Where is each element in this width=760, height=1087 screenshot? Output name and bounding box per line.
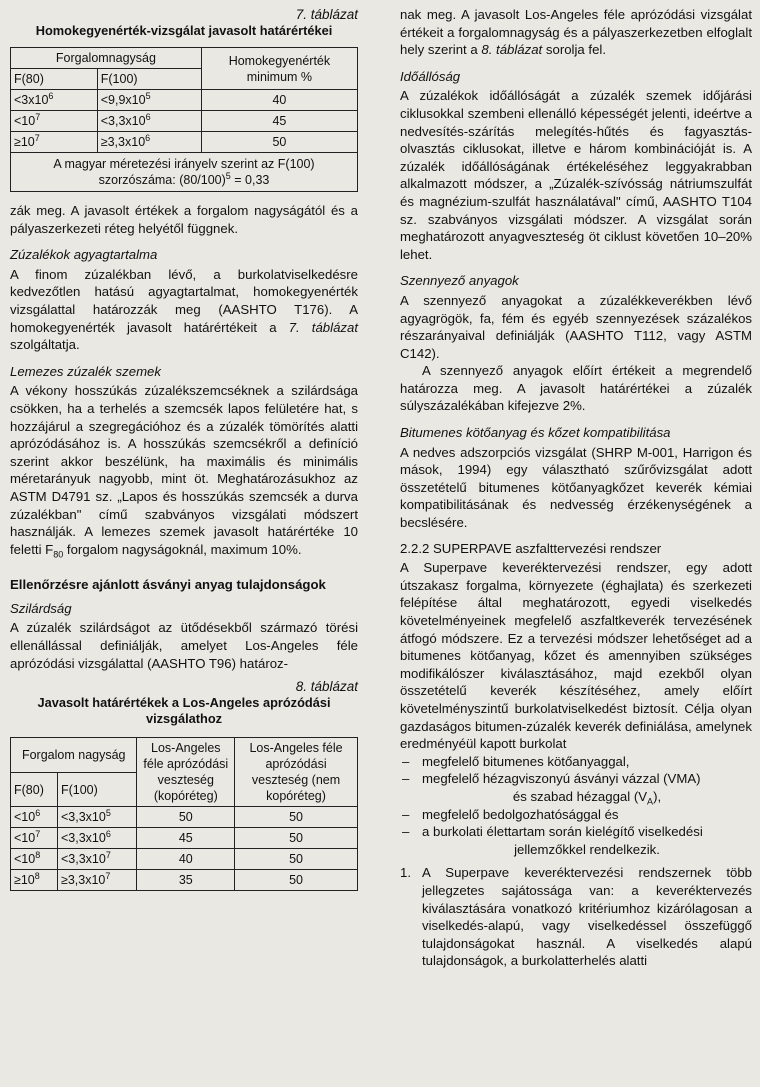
table7-cell-value: 40 [201,90,357,111]
left-column [10,6,358,891]
heading-durability: Időállóság [400,68,461,84]
left-paragraph-1: zák meg. A javasolt értékek a forgalom nagyságától és a pályaszerkezeti réteg helyétől függnek. [10,203,358,236]
table8-head-la1: Los-Angeles féle aprózódási veszteség (kopóréteg) [137,738,235,807]
paragraph-strength: A zúzalék szilárdságot az ütődésekből származó törési ellenállással definiálják, amelyet Los-Angeles féle aprózódási vizsgálattal (AASHTO T96) határoz- [10,620,358,671]
table-row: $<10^8$ $<3,3x10^7$ 40 50 [11,849,358,870]
heading-flat: Lemezes zúzalék szemek [10,363,161,379]
paragraph-contaminants-1: A szennyező anyagokat a zúzalékkeverékben lévő agyagrögök, fa, fém és egyéb szennyezések százalékos részarányaival definiálják (AASHTO T112, vagy ASTM C142). [400,292,752,361]
table8-head-f80: F(80) [11,772,58,807]
paragraph-durability: A zúzalékok időállóságát a zúzalék szemek időjárási ciklusokkal szembeni ellenálló képességét jelenti, ideértve a nedvesítés-szárítás melegítés-hűtés és fagyasztás-olvasztás ciklusokat, illetve e három kombinációját is. A zúzalék időállóságának értékeléséhez leggyakrabban alkalmazott módszer, a „Zúzalék-szívósság nátriumszulfát és magnézium-szulfát használatával" című, AASHTO T104 sz. szabványos vizsgálati módszer. A vizsgálat során meghatározott anyagveszteség öt ciklust követően 10–20% lehet. [400,88,752,262]
table7-reference: 7. táblázat [288,319,358,335]
table7-title: Homokegyenérték-vizsgálat javasolt határértékei [35,23,333,38]
table-row [11,111,358,132]
table7-cell-value: 50 [201,132,357,153]
heading-compatibility: Bitumenes kötőanyag és kőzet kompatibilitása [400,425,671,441]
heading-clay: Zúzalékok agyagtartalma [10,247,158,263]
table-row: $<10^6$ $<3,3x10^5$ 50 50 [11,807,358,828]
table8-head-f100: F(100) [57,772,137,807]
list-item: 1. A Superpave keveréktervezési rendszernek több jellegzetes sajátossága van: a keveréktervezés kiválasztására vonatkozó kritériumhoz kizárólagosan a viselkedés-alapú, vagy viselkedéssel összefüggő tulajdonságokat használ. A viselkedés alapú tulajdonságok, a burkolatterhelés alatti [400,865,752,969]
list-item: – megfelelő hézagviszonyú ásványi vázzal (VMA) és szabad hézaggal $(V_A)$, [400,770,752,805]
paragraph-compatibility: A nedves adszorpciós vizsgálat (SHRP M-001, Harrigon és mások, 1994) egy választható szűrővizsgálat adott összetételű bitumenes kötőanyagkőzet keverék kémiai kompatibilitásának és nedvesség érzékenységének a becslésére. [400,444,752,531]
paragraph-flat: A vékony hosszúkás zúzalékszemcséknek a szilárdsága csökken, ha a terhelés a szemcsék lapos felületére hat, s hozzájárul a szegregációhoz és a zúzalék tömörítés alatti aprózódásához is. A hosszúkás szemcsékről a definíció szerint akkor beszélünk, ha maximális és minimális méretarányuk nagyobb, mint öt. Meghatározásukhoz az ASTM D4791 sz. „Lapos és hosszúkás szemcsék a durva zúzalékban" című szabványos vizsgálati módszert használják. A lemezes szemek javasolt határértéke 10 feletti $F_{80}$ forgalom nagyságoknál, maximum 10%. [10,383,358,560]
table-row [11,132,358,153]
heading-contaminants: Szennyező anyagok [400,273,519,289]
requirements-list [400,753,752,859]
table7-cell-f80: $\ge 10^7$ [11,132,98,153]
table7-cell-f100: $<3,3x10^6$ [97,111,201,132]
table7-cell-value: 45 [201,111,357,132]
table8-head-la2: Los-Angeles féle aprózódási veszteség (nem kopóréteg) [235,738,358,807]
table-row [11,90,358,111]
table7-cell-f80: $<3x10^6$ [11,90,98,111]
table8-reference: 8. táblázat [481,42,543,58]
table7-cell-f100: $<9,9x10^5$ [97,90,201,111]
table-row: $\ge 10^8$ $\ge 3,3x10^7$ 35 50 [11,870,358,891]
table-row: $<10^7$ $<3,3x10^6$ 45 50 [11,828,358,849]
list-item: – a burkolati élettartam során kielégítő viselkedési jellemzőkkel rendelkezik. [400,823,752,858]
table7-number: 7. táblázat [295,7,358,22]
numbered-list [400,864,752,970]
table7-cell-f80: $<10^7$ [11,111,98,132]
heading-strength: Szilárdság [10,600,72,616]
list-item: – megfelelő bedolgozhatósággal és [400,806,752,824]
right-column [400,6,752,970]
table7-cell-f100: $\ge 3,3x10^6$ [97,132,201,153]
table8-head-traffic: Forgalom nagyság [11,738,137,773]
table7-head-traffic: Forgalomnagyság [11,48,202,69]
paragraph-contaminants-2: A szennyező anyagok előírt értékeit a megrendelő határozza meg. A javasolt határértékei a zúzalék súlyszázalékában kifejezve 2%. [400,363,752,414]
table8-title: Javasolt határértékek a Los-Angeles aprózódási vizsgálathoz [37,695,331,727]
table7-note: A magyar méretezési irányelv szerint az F(100) szorzószáma: $(80/100)^5 = 0,33$ [11,153,358,192]
heading-mineral: Ellenőrzésre ajánlott ásványi anyag tulajdonságok [10,577,326,593]
table8-number: 8. táblázat [295,679,358,695]
heading-superpave: 2.2.2 SUPERPAVE aszfalttervezési rendszer [400,540,662,556]
table7-head-f100: F(100) [97,69,201,90]
right-paragraph-1: nak meg. A javasolt Los-Angeles féle aprózódási vizsgálat értékeit a forgalomnagyság és a pályaszerkezetben elfoglalt hely szerint a 8. táblázat sorolja fel. [400,7,752,58]
list-item: – megfelelő bitumenes kötőanyaggal, [400,753,752,771]
table7 [10,47,358,192]
paragraph-superpave: A Superpave keveréktervezési rendszer, egy adott útszakasz forgalma, környezete (éghajlata) és szerkezeti felépítése által meghatározott, egyedi viselkedés követelményeinek megfelelő aszfaltkeverék tervezésének átfogó módszere. Ez a tervezési módszer lehetőséget ad a bitumenes kötőanyag, kőzet és amennyiben szükséges modifikálószer kiválasztásához, majd ezekből olyan összetételű keverék készítéséhez, amely előírt követelményszintű burkolatviselkedést biztosít. Célja olyan gazdaságos bitumen-zúzalék keverék definiálása, amelynek eredményéül kapott burkolat [400,560,752,752]
table8 [10,737,358,891]
table7-head-f80: F(80) [11,69,98,90]
table7-head-value: Homokegyenérték minimum % [201,48,357,90]
paragraph-clay: A finom zúzalékban lévő, a burkolatviselkedésre kedvezőtlen hatású agyagtartalmat, homokegyenérték vizsgálattal határozzák meg (AASHTO T176). A homokegyenérték javasolt határértékeit a 7. táblázat szolgáltatja. [10,266,358,353]
